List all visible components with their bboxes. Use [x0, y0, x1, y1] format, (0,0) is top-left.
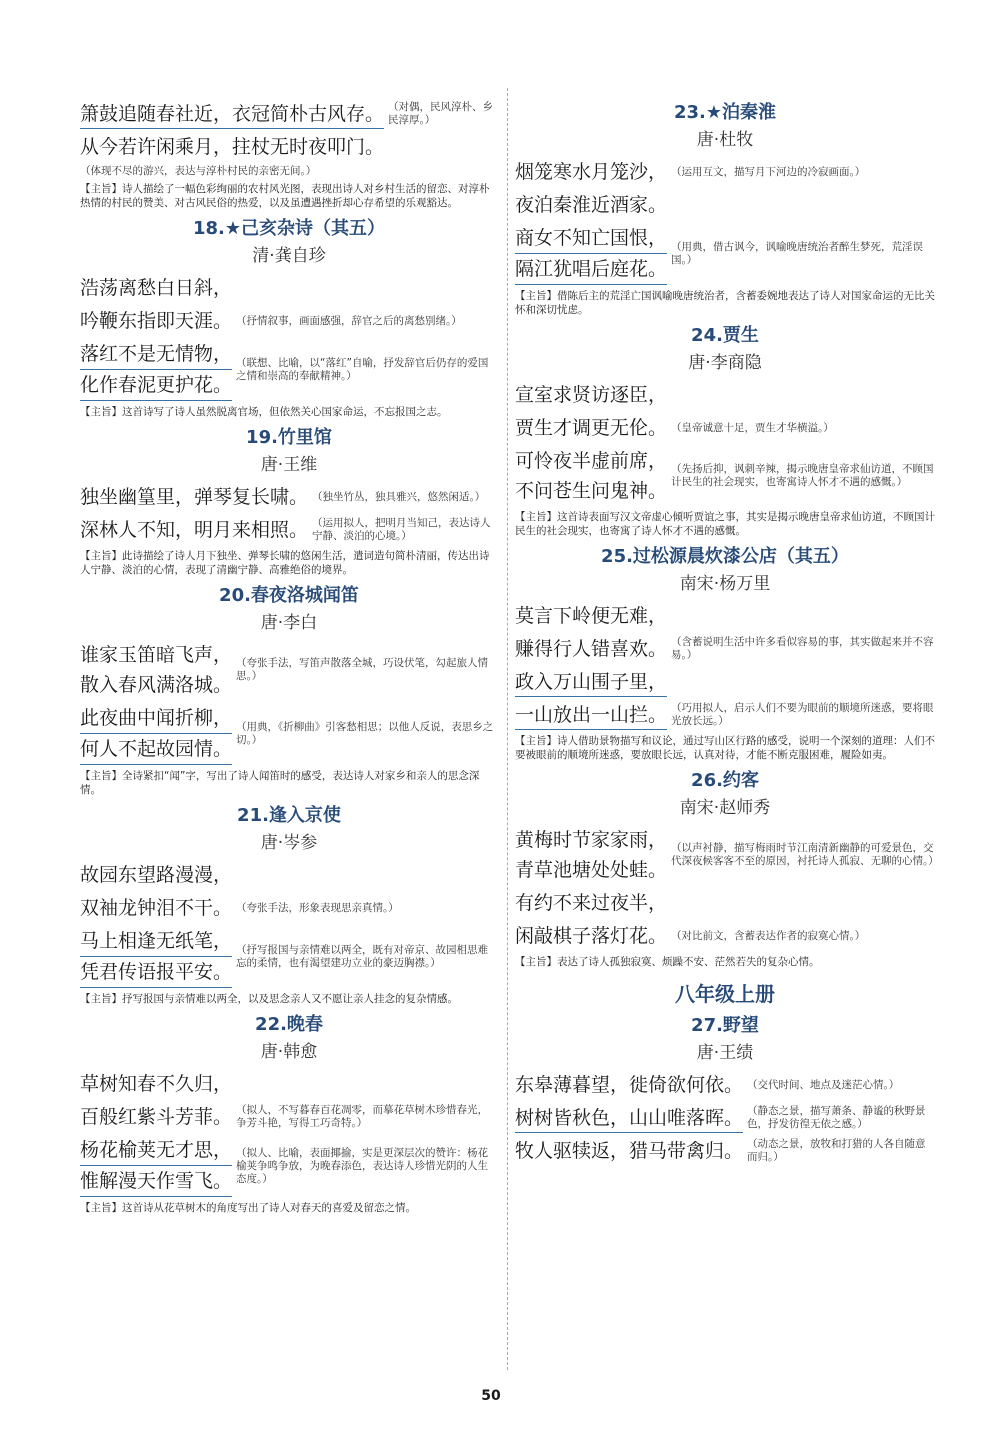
poem-couplet: [80, 1135, 498, 1197]
poem-line-text: 东皋薄暮望，徙倚欲何依。: [515, 1074, 744, 1096]
annotation: （用典，借古讽今，讽喻晚唐统治者醉生梦死，荒淫误国。）: [671, 241, 924, 266]
poem-17-continued: [80, 99, 498, 210]
poem-20: [80, 583, 498, 797]
gist: 【主旨】这首诗从花草树木的角度写出了诗人对春天的喜爱及留恋之情。: [80, 1202, 416, 1214]
poem-27: [515, 1013, 935, 1166]
poem-line: [80, 1102, 498, 1132]
poem-author: 唐·李白: [260, 613, 318, 633]
poem-line: [515, 380, 935, 410]
poem-line-text: 莫言下岭便无难，: [515, 605, 668, 627]
annotation: （对偶，民风淳朴、乡民淳厚。）: [388, 101, 494, 126]
poem-25: [515, 544, 935, 762]
poem-line-text: 有约不来过夜半，: [515, 892, 668, 914]
poem-line-text: 政入万山围子里，: [515, 668, 667, 697]
poem-line-text: 浩荡离愁白日斜，: [80, 277, 233, 299]
poem-title: 19.竹里馆: [246, 427, 332, 448]
poem-line: [515, 921, 935, 951]
annotation: （静态之景，描写萧条、静谧的秋野景色，抒发彷徨无依之感。）: [747, 1105, 926, 1130]
poem-couplet: [80, 339, 498, 401]
poem-line: [80, 99, 498, 129]
annotation: （运用互文，描写月下河边的冷寂画面。）: [671, 165, 866, 178]
poem-line: [80, 306, 498, 336]
poem-couplet: [80, 926, 498, 988]
poem-line-text: 树树皆秋色，山山唯落晖。: [515, 1104, 743, 1133]
gist: 【主旨】诗人借助景物描写和议论，通过写山区行路的感受，说明一个深刻的道理：人们不要被眼前的顺境所迷惑，要放眼长远，认真对待，才能不断克服困难，履险如夷。: [515, 735, 935, 761]
poem-line-text: 何人不起故园情。: [80, 734, 232, 765]
poem-line-text: 不问苍生问鬼神。: [515, 480, 668, 502]
poem-author: 唐·李商隐: [688, 353, 762, 373]
poem-title: 21.逢入京使: [237, 805, 341, 826]
annotation: （抒情叙事，画面感强，辞官之后的离愁别绪。）: [236, 314, 462, 327]
poem-author: 唐·韩愈: [260, 1042, 318, 1062]
gist: 【主旨】诗人描绘了一幅色彩绚丽的农村风光图，表现出诗人对乡村生活的留恋、对淳朴热情的村民的赞美、对古风民俗的热爱，以及虽遭遇挫折却心存希望的乐观豁达。: [80, 183, 490, 209]
annotation: （夸张手法，写笛声散落全城，巧设伏笔，勾起旅人情思。）: [236, 657, 489, 682]
poem-couplet: [515, 223, 935, 285]
annotation: （含蓄说明生活中许多看似容易的事，其实做起来并不容易。）: [671, 636, 934, 661]
poem-line-text: 夜泊秦淮近酒家。: [515, 194, 668, 216]
section-heading: 八年级上册: [675, 982, 775, 1006]
annotation: （夸张手法，形象表现思亲真情。）: [236, 901, 399, 914]
annotation: （拟人，不写暮春百花凋零，而摹花草树木珍惜春光，争芳斗艳，写得工巧奇特。）: [236, 1104, 489, 1129]
poem-line: [515, 413, 935, 443]
poem-line-text: 箫鼓追随春社近，衣冠简朴古风存。: [80, 100, 384, 129]
poem-line: [515, 700, 935, 730]
poem-line-text: 一山放出一山拦。: [515, 701, 667, 730]
poem-19: [80, 425, 498, 577]
annotation: （拟人、比喻，表面揶揄，实是更深层次的赞许：杨花榆荚争鸣争放，为晚春添色，表达诗人珍惜光阴的人生态度。）: [236, 1146, 489, 1185]
poem-line-text: 凭君传语报平安。: [80, 957, 232, 988]
poem-line-text: 可怜夜半虚前席，: [515, 450, 668, 472]
poem-line-text: 吟鞭东指即天涯。: [80, 310, 233, 332]
poem-line-text: 隔江犹唱后庭花。: [515, 254, 667, 285]
poem-23: [515, 100, 935, 317]
poem-line-text: 宣室求贤访逐臣，: [515, 384, 668, 406]
gist: 【主旨】抒写报国与亲情难以两全，以及思念亲人又不愿让亲人挂念的复杂情感。: [80, 993, 458, 1005]
poem-title: 26.约客: [691, 770, 759, 791]
poem-couplet: [80, 703, 498, 765]
poem-line-text: 散入春风满洛城。: [80, 674, 233, 696]
poem-21: [80, 803, 498, 1006]
annotation: （巧用拟人，启示人们不要为眼前的顺境所迷惑，要将眼光放长远。）: [671, 702, 934, 727]
poem-author: 唐·王绩: [696, 1043, 754, 1063]
poem-line-text: 双袖龙钟泪不干。: [80, 897, 233, 919]
annotation: （交代时间、地点及迷茫心情。）: [747, 1078, 900, 1091]
poem-18: [80, 216, 498, 419]
poem-line-text: 落红不是无情物，: [80, 339, 232, 370]
annotation: （独坐竹丛，独具雅兴，悠然闲适。）: [312, 490, 486, 503]
poem-line: [80, 515, 498, 545]
poem-line: [515, 634, 935, 664]
annotation: （对比前文，含蓄表达作者的寂寞心情。）: [671, 929, 866, 942]
poem-couplet: [515, 446, 935, 506]
poem-author: 清·龚自珍: [252, 246, 326, 266]
poem-couplet: [515, 825, 939, 885]
poem-line: [80, 273, 498, 303]
annotation: （皇帝诚意十足，贾生才华横溢。）: [671, 421, 834, 434]
poem-22: [80, 1012, 498, 1215]
poem-line: [515, 601, 935, 631]
poem-line-text: 深林人不知，明月来相照。: [80, 519, 309, 541]
poem-line-text: 化作春泥更护花。: [80, 370, 232, 401]
gist: 【主旨】表达了诗人孤独寂寞、烦躁不安、茫然若失的复杂心情。: [515, 956, 820, 968]
annotation: （动态之景，放牧和打猎的人各自随意而归。）: [747, 1138, 926, 1163]
poem-line-text: 商女不知亡国恨，: [515, 223, 667, 254]
poem-couplet: [80, 640, 498, 700]
poem-line: [515, 667, 935, 697]
gist: 【主旨】全诗紧扣“闻”字，写出了诗人闻笛时的感受，表达诗人对家乡和亲人的思念深情。: [80, 770, 480, 796]
poem-line: [80, 132, 498, 162]
poem-line-text: 烟笼寒水月笼沙，: [515, 161, 668, 183]
poem-line-text: 此夜曲中闻折柳，: [80, 703, 232, 734]
poem-line: [515, 1070, 935, 1100]
annotation: （用典，《折柳曲》引客愁相思；以他人反说，表思乡之切。）: [236, 721, 494, 746]
poem-line: [515, 1103, 935, 1133]
annotation: （以声衬静，描写梅雨时节江南清新幽静的可爱景色，交代深夜候客客不至的原因，衬托诗人孤寂、无聊的心情。）: [671, 842, 939, 867]
annotation: （体现不尽的游兴，表达与淳朴村民的亲密无间。）: [80, 165, 317, 177]
poem-line: [80, 482, 498, 512]
poem-line-text: 青草池塘处处蛙。: [515, 859, 668, 881]
poem-line: [515, 190, 935, 220]
poem-line: [515, 157, 935, 187]
poem-line-text: 从今若许闲乘月，拄杖无时夜叩门。: [80, 136, 385, 158]
gist: 【主旨】借陈后主的荒淫亡国讽喻晚唐统治者，含蓄委婉地表达了诗人对国家命运的无比关怀和深切忧虑。: [515, 290, 935, 316]
gist: 【主旨】此诗描绘了诗人月下独坐、弹琴长啸的悠闲生活，遣词造句简朴清丽，传达出诗人宁静、淡泊的心情，表现了清幽宁静、高雅绝俗的境界。: [80, 550, 490, 576]
poem-line-text: 草树知春不久归，: [80, 1073, 233, 1095]
poem-author: 南宋·杨万里: [679, 574, 771, 594]
poem-author: 南宋·赵师秀: [679, 798, 771, 818]
poem-line-text: 赚得行人错喜欢。: [515, 638, 668, 660]
page-number: 50: [481, 1388, 501, 1404]
poem-title: 24.贾生: [691, 325, 759, 346]
poem-line-text: 故园东望路漫漫，: [80, 864, 233, 886]
poem-line-text: 贾生才调更无伦。: [515, 417, 668, 439]
poem-line-text: 牧人驱犊返，猎马带禽归。: [515, 1140, 744, 1162]
poem-26: [515, 768, 939, 969]
annotation: （抒写报国与亲情难以两全，既有对帝京、故园相思难忘的柔情，也有渴望建功立业的豪迈胸襟。）: [236, 944, 489, 969]
poem-author: 唐·杜牧: [696, 130, 754, 150]
poem-line-text: 独坐幽篁里，弹琴复长啸。: [80, 486, 309, 508]
poem-author: 唐·岑参: [260, 833, 318, 853]
gist: 【主旨】这首诗表面写汉文帝虚心倾听贾谊之事，其实是揭示晚唐皇帝求仙访道，不顾国计民生的社会现实，也寄寓了诗人怀才不遇的感慨。: [515, 511, 935, 537]
poem-line: [80, 1069, 498, 1099]
poem-line-text: 杨花榆荚无才思，: [80, 1135, 232, 1166]
poem-author: 唐·王维: [260, 455, 318, 475]
poem-line: [80, 893, 498, 923]
annotation: （运用拟人，把明月当知己，表达诗人宁静、淡泊的心境。）: [312, 517, 491, 542]
poem-title: 25.过松源晨炊漆公店（其五）: [601, 546, 849, 567]
poem-line-text: 惟解漫天作雪飞。: [80, 1166, 232, 1197]
annotation: （联想、比喻，以“落红”自喻，抒发辞官后仍存的爱国之情和崇高的奉献精神。）: [236, 357, 489, 382]
poem-title: 18.★己亥杂诗（其五）: [192, 218, 386, 239]
poem-24: [515, 323, 935, 538]
poem-line-text: 闲敲棋子落灯花。: [515, 925, 668, 947]
poem-line: [515, 888, 935, 918]
poem-line-text: 马上相逢无纸笔，: [80, 926, 232, 957]
poem-line: [515, 1136, 935, 1166]
column-divider: [507, 88, 508, 1370]
poem-line-text: 百般红紫斗芳菲。: [80, 1106, 233, 1128]
poem-title: 22.晚春: [255, 1014, 323, 1035]
poem-title: 23.★泊秦淮: [673, 102, 777, 123]
gist: 【主旨】这首诗写了诗人虽然脱离官场，但依然关心国家命运，不忘报国之志。: [80, 406, 448, 418]
poem-title: 20.春夜洛城闻笛: [219, 585, 359, 606]
poem-line: [80, 860, 498, 890]
annotation: （先扬后抑，讽刺辛辣，揭示晚唐皇帝求仙访道，不顾国计民生的社会现实，也寄寓诗人怀才不遇的感慨。）: [671, 463, 934, 488]
left-column: [80, 96, 498, 1221]
poem-line-text: 谁家玉笛暗飞声，: [80, 644, 233, 666]
poem-line-text: 黄梅时节家家雨，: [515, 829, 668, 851]
poem-title: 27.野望: [691, 1015, 759, 1036]
right-column: [515, 96, 939, 1170]
